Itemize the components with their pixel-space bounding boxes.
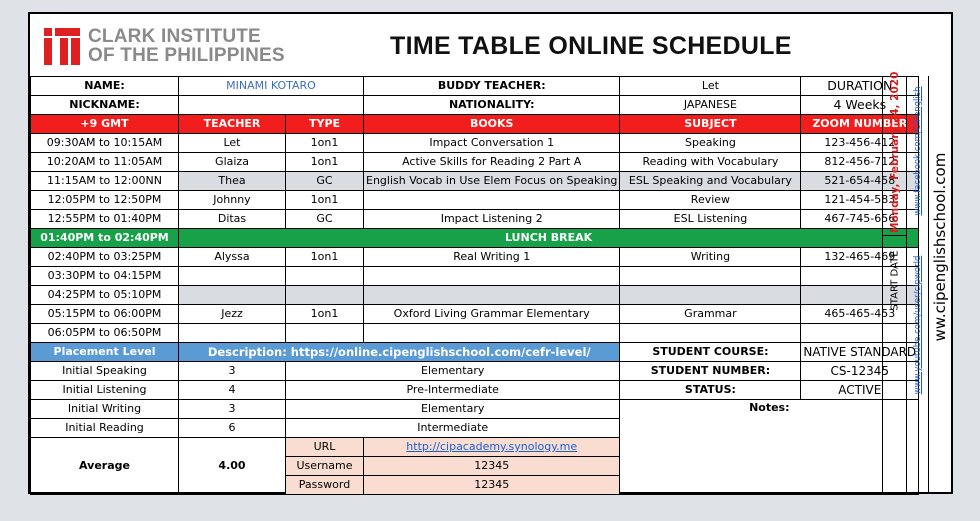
facebook-link[interactable]: www.facebook.com/CIPenglish (913, 86, 923, 216)
book-cell (364, 191, 620, 210)
teacher-cell (179, 324, 286, 343)
time-cell: 04:25PM to 05:10PM (31, 286, 179, 305)
level-cell: Elementary (286, 362, 620, 381)
teacher-cell: Ditas (179, 210, 286, 229)
social-links-column (906, 76, 928, 494)
subject-cell: ESL Listening (620, 210, 801, 229)
username-label: Username (286, 457, 364, 476)
col-teacher-header: TEACHER (179, 115, 286, 134)
status-label: STATUS: (620, 381, 801, 400)
password-value: 12345 (364, 476, 620, 495)
lunch-row (31, 229, 919, 248)
teacher-cell: Jezz (179, 305, 286, 324)
placement-row (31, 362, 919, 381)
book-cell (364, 324, 620, 343)
book-cell: Active Skills for Reading 2 Part A (364, 153, 620, 172)
type-cell: 1on1 (286, 305, 364, 324)
col-books-header: BOOKS (364, 115, 620, 134)
col-subject-header: SUBJECT (620, 115, 801, 134)
score-cell: 4 (179, 381, 286, 400)
type-cell: GC (286, 210, 364, 229)
student-number-value: CS-12345 (801, 362, 919, 381)
teacher-cell: Thea (179, 172, 286, 191)
time-cell: 10:20AM to 11:05AM (31, 153, 179, 172)
book-cell (364, 267, 620, 286)
header (30, 14, 951, 76)
col-type-header: TYPE (286, 115, 364, 134)
youtube-link[interactable]: www.youtube.com/user/cipworld (913, 255, 923, 395)
zoom-cell: 812-456-712 (801, 153, 919, 172)
logo-line1: CLARK INSTITUTE (88, 26, 261, 47)
subject-cell: ESL Speaking and Vocabulary (620, 172, 801, 191)
type-cell: GC (286, 172, 364, 191)
table-row (31, 267, 919, 286)
subject-cell: Grammar (620, 305, 801, 324)
type-cell (286, 286, 364, 305)
logo-line2: OF THE PHILIPPINES (88, 45, 285, 66)
table-row (31, 286, 919, 305)
lunch-time-cell: 01:40PM to 02:40PM (31, 229, 179, 248)
time-cell: 09:30AM to 10:15AM (31, 134, 179, 153)
zoom-cell: 123-456-412 (801, 134, 919, 153)
zoom-cell: 467-745-656 (801, 210, 919, 229)
time-cell: 02:40PM to 03:25PM (31, 248, 179, 267)
lunch-label: LUNCH BREAK (179, 229, 919, 248)
website-text: ww.cipenglishschool.com (931, 152, 949, 342)
table-row (31, 134, 919, 153)
col-zoom-header: ZOOM NUMBER (801, 115, 919, 134)
teacher-cell (179, 267, 286, 286)
date-cell (883, 71, 906, 236)
book-cell: Impact Listening 2 (364, 210, 620, 229)
book-cell: Oxford Living Grammar Elementary (364, 305, 620, 324)
placement-level-header: Placement Level (31, 343, 179, 362)
subject-cell (620, 267, 801, 286)
start-date-cell (883, 235, 906, 335)
book-cell: Real Writing 1 (364, 248, 620, 267)
url-link[interactable]: http://cipacademy.synology.me (364, 438, 620, 457)
table-row (31, 305, 919, 324)
username-value: 12345 (364, 457, 620, 476)
info-row-nickname (31, 96, 919, 115)
student-course-value: NATIVE STANDARD (801, 343, 919, 362)
book-cell: English Vocab in Use Elem Focus on Speaking (364, 172, 620, 191)
average-value: 4.00 (179, 438, 286, 495)
notes-label: Notes: (620, 400, 919, 495)
average-label: Average (31, 438, 179, 495)
nickname-label: NICKNAME: (31, 96, 179, 115)
time-cell: 12:55PM to 01:40PM (31, 210, 179, 229)
table-row (31, 172, 919, 191)
buddy-value: Let (620, 77, 801, 96)
teacher-cell (179, 286, 286, 305)
col-time-header: +9 GMT (31, 115, 179, 134)
password-label: Password (286, 476, 364, 495)
time-cell: 06:05PM to 06:50PM (31, 324, 179, 343)
placement-row (31, 381, 919, 400)
skill-cell: Initial Reading (31, 419, 179, 438)
table-row (31, 153, 919, 172)
student-course-label: STUDENT COURSE: (620, 343, 801, 362)
name-label: NAME: (31, 77, 179, 96)
level-cell: Elementary (286, 400, 620, 419)
type-cell: 1on1 (286, 134, 364, 153)
teacher-cell: Let (179, 134, 286, 153)
teacher-cell: Johnny (179, 191, 286, 210)
score-cell: 3 (179, 400, 286, 419)
zoom-cell: 132-465-469 (801, 248, 919, 267)
cip-logo-icon (42, 26, 82, 66)
zoom-cell: 465-465-453 (801, 305, 919, 324)
skill-cell: Initial Writing (31, 400, 179, 419)
table-row (31, 191, 919, 210)
info-row-name (31, 77, 919, 96)
type-cell: 1on1 (286, 191, 364, 210)
subject-cell: Speaking (620, 134, 801, 153)
date-column (882, 71, 906, 494)
level-cell: Intermediate (286, 419, 620, 438)
start-date-label: START DATE (889, 250, 901, 311)
level-cell: Pre-Intermediate (286, 381, 620, 400)
time-cell: 03:30PM to 04:15PM (31, 267, 179, 286)
duration-value: 4 Weeks (801, 96, 919, 115)
student-number-label: STUDENT NUMBER: (620, 362, 801, 381)
page-title: TIME TABLE ONLINE SCHEDULE (390, 32, 792, 60)
type-cell (286, 324, 364, 343)
zoom-cell: 121-454-583 (801, 191, 919, 210)
name-value: MINAMI KOTARO (179, 77, 364, 96)
time-cell: 05:15PM to 06:00PM (31, 305, 179, 324)
teacher-cell: Alyssa (179, 248, 286, 267)
timetable-sheet (28, 12, 953, 494)
zoom-cell: 521-654-458 (801, 172, 919, 191)
time-cell: 12:05PM to 12:50PM (31, 191, 179, 210)
book-cell: Impact Conversation 1 (364, 134, 620, 153)
schedule-header-row (31, 115, 919, 134)
website-column (928, 76, 951, 494)
subject-cell: Review (620, 191, 801, 210)
schedule-table (30, 76, 919, 495)
schedule-grid (30, 76, 919, 495)
subject-cell: Writing (620, 248, 801, 267)
skill-cell: Initial Listening (31, 381, 179, 400)
nickname-value (179, 96, 364, 115)
score-cell: 6 (179, 419, 286, 438)
schedule-date: Monday, February 24, 2020 (889, 71, 901, 233)
time-cell: 11:15AM to 12:00NN (31, 172, 179, 191)
teacher-cell: Glaiza (179, 153, 286, 172)
nationality-value: JAPANESE (620, 96, 801, 115)
buddy-label: BUDDY TEACHER: (364, 77, 620, 96)
table-row (31, 324, 919, 343)
duration-label: DURATION (801, 77, 919, 96)
nationality-label: NATIONALITY: (364, 96, 620, 115)
url-label: URL (286, 438, 364, 457)
subject-cell (620, 286, 801, 305)
subject-cell: Reading with Vocabulary (620, 153, 801, 172)
placement-row (31, 400, 919, 419)
logo (42, 26, 285, 66)
type-cell: 1on1 (286, 153, 364, 172)
placement-description[interactable]: Description: https://online.cipenglishschool.com/cefr-level/ (179, 343, 620, 362)
score-cell: 3 (179, 362, 286, 381)
subject-cell (620, 324, 801, 343)
book-cell (364, 286, 620, 305)
placement-header-row (31, 343, 919, 362)
type-cell: 1on1 (286, 248, 364, 267)
table-row (31, 248, 919, 267)
type-cell (286, 267, 364, 286)
skill-cell: Initial Speaking (31, 362, 179, 381)
table-row (31, 210, 919, 229)
status-value: ACTIVE (801, 381, 919, 400)
